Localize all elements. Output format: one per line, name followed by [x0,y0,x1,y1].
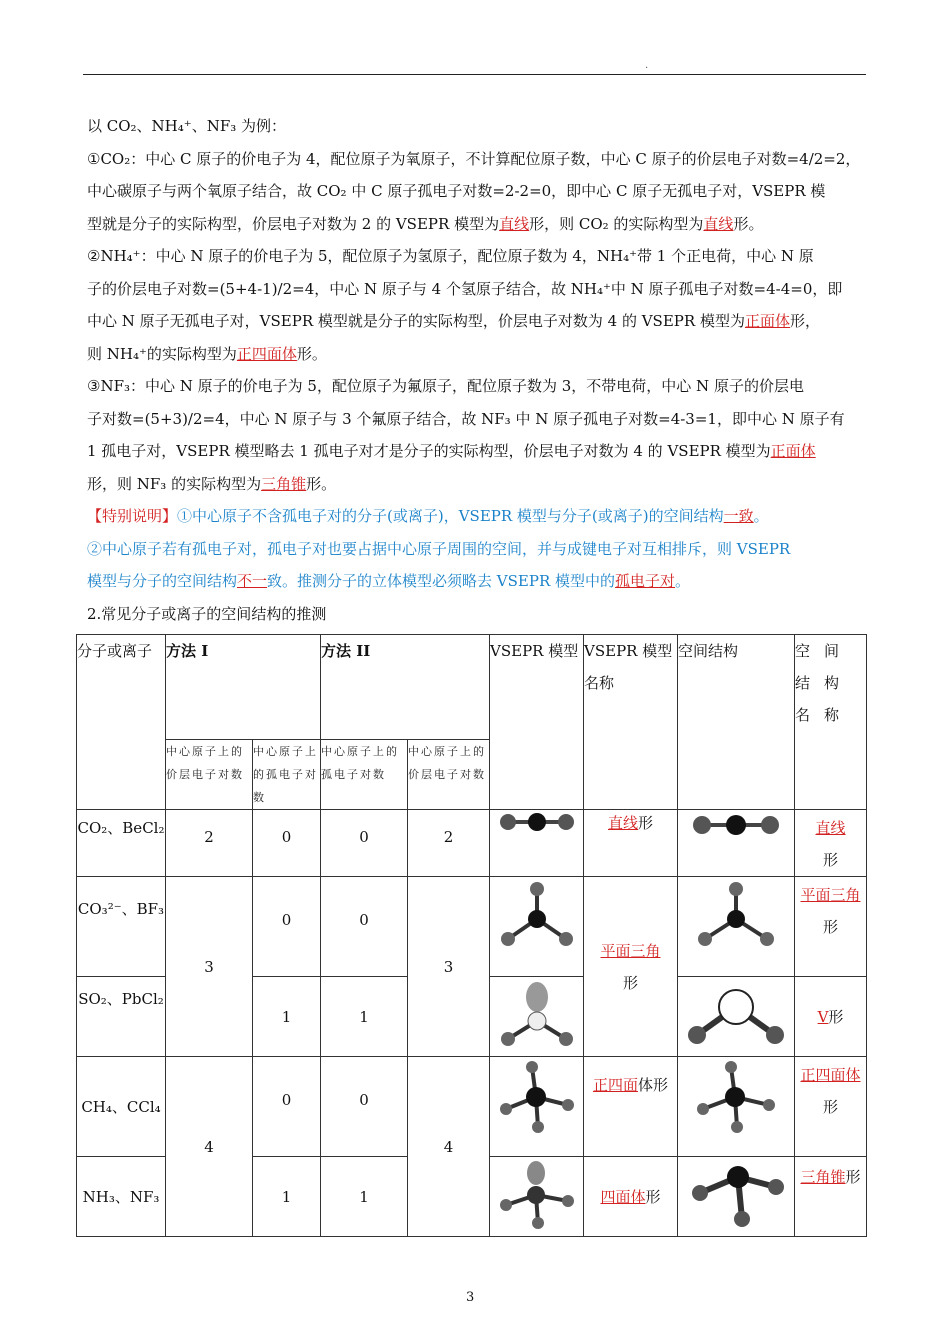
nf3-line-4: 形，则 NF₃ 的实际构型为三角锥形。 [87,474,337,493]
species-cell: SO₂、PbCl₂ [77,977,166,1057]
header-vsepr-name: VSEPR 模型名称 [584,635,678,810]
value-cell: 0 [321,877,408,977]
species-cell: NH₃、NF₃ [77,1157,166,1237]
header-method-2: 方法 II [321,635,490,740]
nh4-line-3: 中心 N 原子无孤电子对，VSEPR 模型就是分子的实际构型，价层电子对数为 4 的 VSEPR 模型为正面体形， [87,312,820,330]
co2-line-1: ①CO₂：中心 C 原子的价电子为 4，配位原子为氧原子，不计算配位原子数，中心 C 原子的价层电子对数=4/2=2， [87,149,861,168]
shape-name-cell: 正四面体 形 [795,1057,867,1157]
tetrahedral-model-image [490,1057,584,1157]
pyramidal-shape-image [678,1157,795,1237]
table-row [77,810,867,877]
subheader-4: 中心原子上的价层电子对数 [408,740,490,810]
subheader-2: 中心原子上的孤电子对数 [253,740,321,810]
shape-name-cell: 直线 形 [795,810,867,877]
nf3-line-2: 子对数=(5+3)/2=4，中心 N 原子与 3 个氟原子结合，故 NF₃ 中 N 原子孤电子对数=4-3=1，即中心 N 原子有 [87,409,845,428]
vsepr-table [76,634,867,1237]
nh4-line-4: 则 NH₄⁺的实际构型为正四面体形。 [87,344,327,363]
special-note-1: 【特别说明】①中心原子不含孤电子对的分子(或离子)，VSEPR 模型与分子(或离子)的空间结构一致。 [87,507,769,525]
nf3-line-3: 1 孤电子对，VSEPR 模型略去 1 孤电子对才是分子的实际构型，价层电子对数为 4 的 VSEPR 模型为正面体 [87,442,816,460]
v-shape-image [678,977,795,1057]
nh4-line-2: 子的价层电子对数=(5+4-1)/2=4，中心 N 原子与 4 个氢原子结合，故 NH₄⁺中 N 原子孤电子对数=4-4=0，即 [87,279,843,298]
answer: 正面体 [744,312,790,330]
answer: 不一 [237,572,268,590]
pyramidal-model-image [490,1157,584,1237]
value-cell: 2 [408,810,490,877]
value-cell: 0 [253,877,321,977]
vsepr-name-cell: 四面体形 [584,1157,678,1237]
tetrahedral-shape-image [678,1057,795,1157]
answer: 直线 [499,214,530,233]
answer: 直线 [703,214,734,233]
value-cell: 0 [321,810,408,877]
header-shape: 空间结构 [678,635,795,810]
subheader-3: 中心原子上的孤电子对数 [321,740,408,810]
species-cell: CH₄、CCl₄ [77,1057,166,1157]
subheader-1: 中心原子上的价层电子对数 [166,740,253,810]
header-species: 分子或离子 [77,635,166,810]
special-note-3: 模型与分子的空间结构不一致。推测分子的立体模型必须略去 VSEPR 模型中的孤电子对。 [87,572,691,590]
header-dot: . [645,60,649,71]
trigonal-shape-image [678,877,795,977]
answer: 正四面体 [236,344,297,363]
co2-line-3: 型就是分子的实际构型，价层电子对数为 2 的 VSEPR 模型为直线形，则 CO₂ 的实际构型为直线形。 [87,214,764,233]
shape-name-cell: 平面三角 形 [795,877,867,977]
value-cell: 3 [408,877,490,1057]
value-cell: 1 [321,1157,408,1237]
value-cell: 4 [166,1057,253,1237]
species-cell: CO₂、BeCl₂ [77,810,166,877]
header-rule [83,74,866,75]
answer: 正面体 [770,442,816,460]
body-text [87,110,867,630]
value-cell: 1 [253,1157,321,1237]
value-cell: 4 [408,1057,490,1237]
table-row [77,877,867,977]
vsepr-name-cell: 正四面体形 [584,1057,678,1157]
shape-name-cell: V形 [795,977,867,1057]
nh4-line-1: ②NH₄⁺：中心 N 原子的价电子为 5，配位原子为氢原子，配位原子数为 4，NH₄⁺带 1 个正电荷，中心 N 原 [87,247,814,265]
trigonal-model-image [490,877,584,977]
value-cell: 3 [166,877,253,1057]
header-vsepr-model: VSEPR 模型 [490,635,584,810]
species-cell: CO₃²⁻、BF₃ [77,877,166,977]
value-cell: 0 [253,1057,321,1157]
value-cell: 0 [321,1057,408,1157]
value-cell: 1 [321,977,408,1057]
vsepr-name-cell: 平面三角 形 [584,877,678,1057]
co2-line-2: 中心碳原子与两个氧原子结合，故 CO₂ 中 C 原子孤电子对数=2-2=0，即中心 C 原子无孤电子对，VSEPR 模 [87,182,826,200]
answer: 孤电子对 [615,572,676,590]
header-method-1: 方法 I [166,635,321,740]
v-model-image [490,977,584,1057]
vsepr-name-cell: 直线形 [584,810,678,877]
answer: 一致 [723,507,754,525]
linear-model-image [490,810,584,877]
nf3-line-1: ③NF₃：中心 N 原子的价电子为 5，配位原子为氟原子，配位原子数为 3，不带电荷，中心 N 原子的价层电 [87,377,804,395]
value-cell: 0 [253,810,321,877]
answer: 三角锥 [261,474,307,493]
value-cell: 2 [166,810,253,877]
page-number: 3 [466,1290,475,1305]
value-cell: 1 [253,977,321,1057]
linear-shape-image [678,810,795,877]
table-row [77,1057,867,1157]
intro-line: 以 CO₂、NH₄⁺、NF₃ 为例： [87,117,287,135]
shape-name-cell: 三角锥形 [795,1157,867,1237]
header-shape-name: 空间结构名称 [795,635,867,810]
section-title: 2.常见分子或离子的空间结构的推测 [87,604,327,623]
special-note-2: ②中心原子若有孤电子对，孤电子对也要占据中心原子周围的空间，并与成键电子对互相排斥，则 VSEPR [87,539,791,558]
